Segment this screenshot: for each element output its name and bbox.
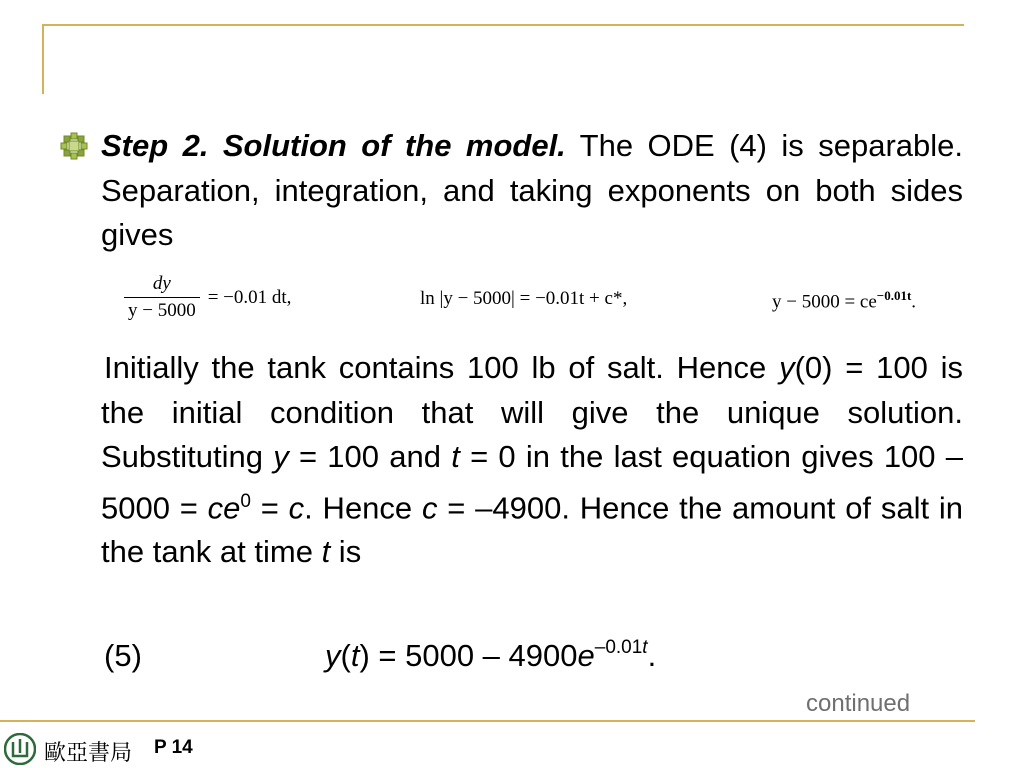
publisher-name: 歐亞書局 xyxy=(44,741,133,766)
publisher-logo-icon xyxy=(4,733,36,765)
left-frame-line xyxy=(42,24,44,94)
bullet-flower-icon xyxy=(60,132,88,160)
bottom-frame-line xyxy=(0,720,975,722)
initial-condition-paragraph: Initially the tank contains 100 lb of salt. Hence y(0) = 100 is the initial condition that will give the unique solution. Substituting y = 100 and t = 0 in the last equation gives $100 - 5000 = ce^0 = c$. Hence c = –4900. Hence the amount of salt in the tank at time t is xyxy=(101,350,964,570)
solution-exponent: –0.01t xyxy=(594,636,648,658)
fraction-numerator: dy xyxy=(124,271,200,298)
solution-equation: $y(t) = 5000 - 4900e^{-0.01t}$. xyxy=(325,636,657,673)
formula-exponent: $y - 5000 = ce^{-0.01t}$. xyxy=(772,288,917,313)
continued-label: continued xyxy=(806,690,911,717)
step-paragraph xyxy=(101,124,963,258)
fraction xyxy=(124,271,200,324)
formula-row xyxy=(124,268,984,332)
equation-number: (5) xyxy=(104,638,142,673)
top-frame-line xyxy=(42,24,964,26)
step-title: Step 2. Solution of the model. xyxy=(101,128,566,163)
formula-separation xyxy=(124,271,291,324)
formula-integration: ln |y − 5000| = −0.01t + c*, xyxy=(420,288,628,309)
page-number: P 14 xyxy=(154,737,193,758)
fraction-denominator: y − 5000 xyxy=(128,300,196,321)
formula-separation-rhs: = −0.01 dt, xyxy=(207,286,292,308)
formula-exponent-power: −0.01t xyxy=(876,288,912,303)
step-text: The ODE (4) is separable. Separation, integration, and taking exponents on both sides gives xyxy=(101,128,963,252)
